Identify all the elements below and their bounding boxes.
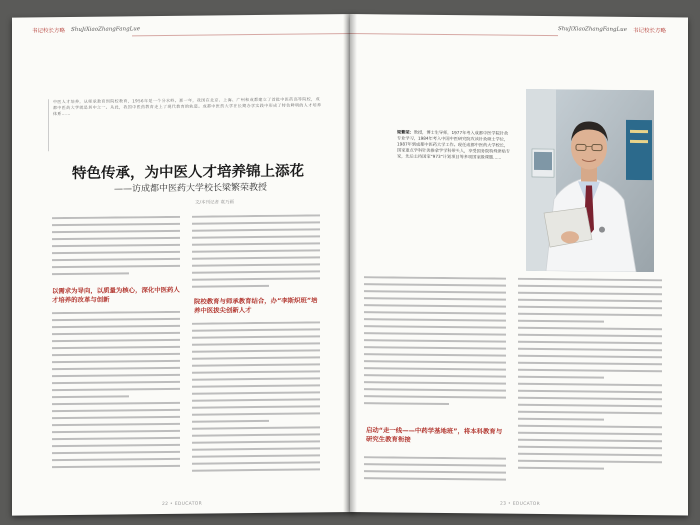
column-label-en: ShuJiXiaoZhangFangLue — [557, 26, 627, 33]
book-gutter — [343, 14, 357, 512]
article-title: 特色传承，为中医人才培养锦上添花 — [72, 163, 304, 182]
body-text-col4 — [518, 278, 662, 486]
right-page-header — [558, 22, 666, 37]
body-text-col1-bottom — [52, 311, 180, 482]
body-text-col2-bottom — [192, 321, 320, 480]
body-text-col3-bottom — [364, 456, 506, 485]
section-heading-2: 院校教育与师承教育结合，办“李斯炽班”培养中医拔尖创新人才 — [194, 296, 318, 315]
section-heading-1: 以需求为导向，以质量为核心，深化中医药人才培养的改革与创新 — [52, 285, 180, 305]
portrait-photo — [526, 89, 654, 272]
column-label: 书记校长方略 — [32, 28, 66, 35]
column-label: 书记校长方略 — [632, 27, 666, 35]
body-text-col3-top — [364, 276, 506, 419]
byline: 文/本刊记者 袁乃画 — [195, 200, 234, 206]
body-text-col1-top — [52, 216, 180, 283]
author-name: 梁繁荣： — [397, 129, 414, 135]
article-intro: 中医人才培养，从师承教育到院校教育，1956年是一个分水岭。那一年，我国在北京、上海、广州和成都建立了首批中医药高等院校，成都中医药大学就是其中之一。从此，我国中医药教育走上了现代教育的轨道。成都中医药大学在长期办学实践中形成了特色鲜明的人才培养体系…… — [48, 96, 322, 151]
author-bio-text: 教授，博士生导师，1977年考入成都中医学院针灸专业学习，1984年考入中国中医研究院攻读针灸硕士学位，1987年到成都中医药大学工作。现任成都中医药大学校长，国家重点学科针灸推拿学学科带头人，享受国务院特殊津贴专家，先后主持国家“973”计划项目等多项国家级课题…… — [397, 129, 511, 160]
left-page-header — [32, 22, 140, 37]
body-text-col2-top — [192, 214, 320, 293]
section-heading-3: 启动“走一线——中药学基地班”，将本科教育与研究生教育衔接 — [366, 426, 503, 444]
right-page — [350, 14, 688, 516]
article-subtitle: ——访成都中医药大学校长梁繁荣教授 — [114, 182, 268, 195]
column-label-en: ShuJiXiaoZhangFangLue — [71, 26, 141, 33]
page-number-right: 23 • EDUCATOR — [500, 501, 541, 507]
author-bio — [397, 129, 511, 160]
page-number-left: 22 • EDUCATOR — [162, 501, 203, 508]
left-page — [12, 14, 354, 516]
